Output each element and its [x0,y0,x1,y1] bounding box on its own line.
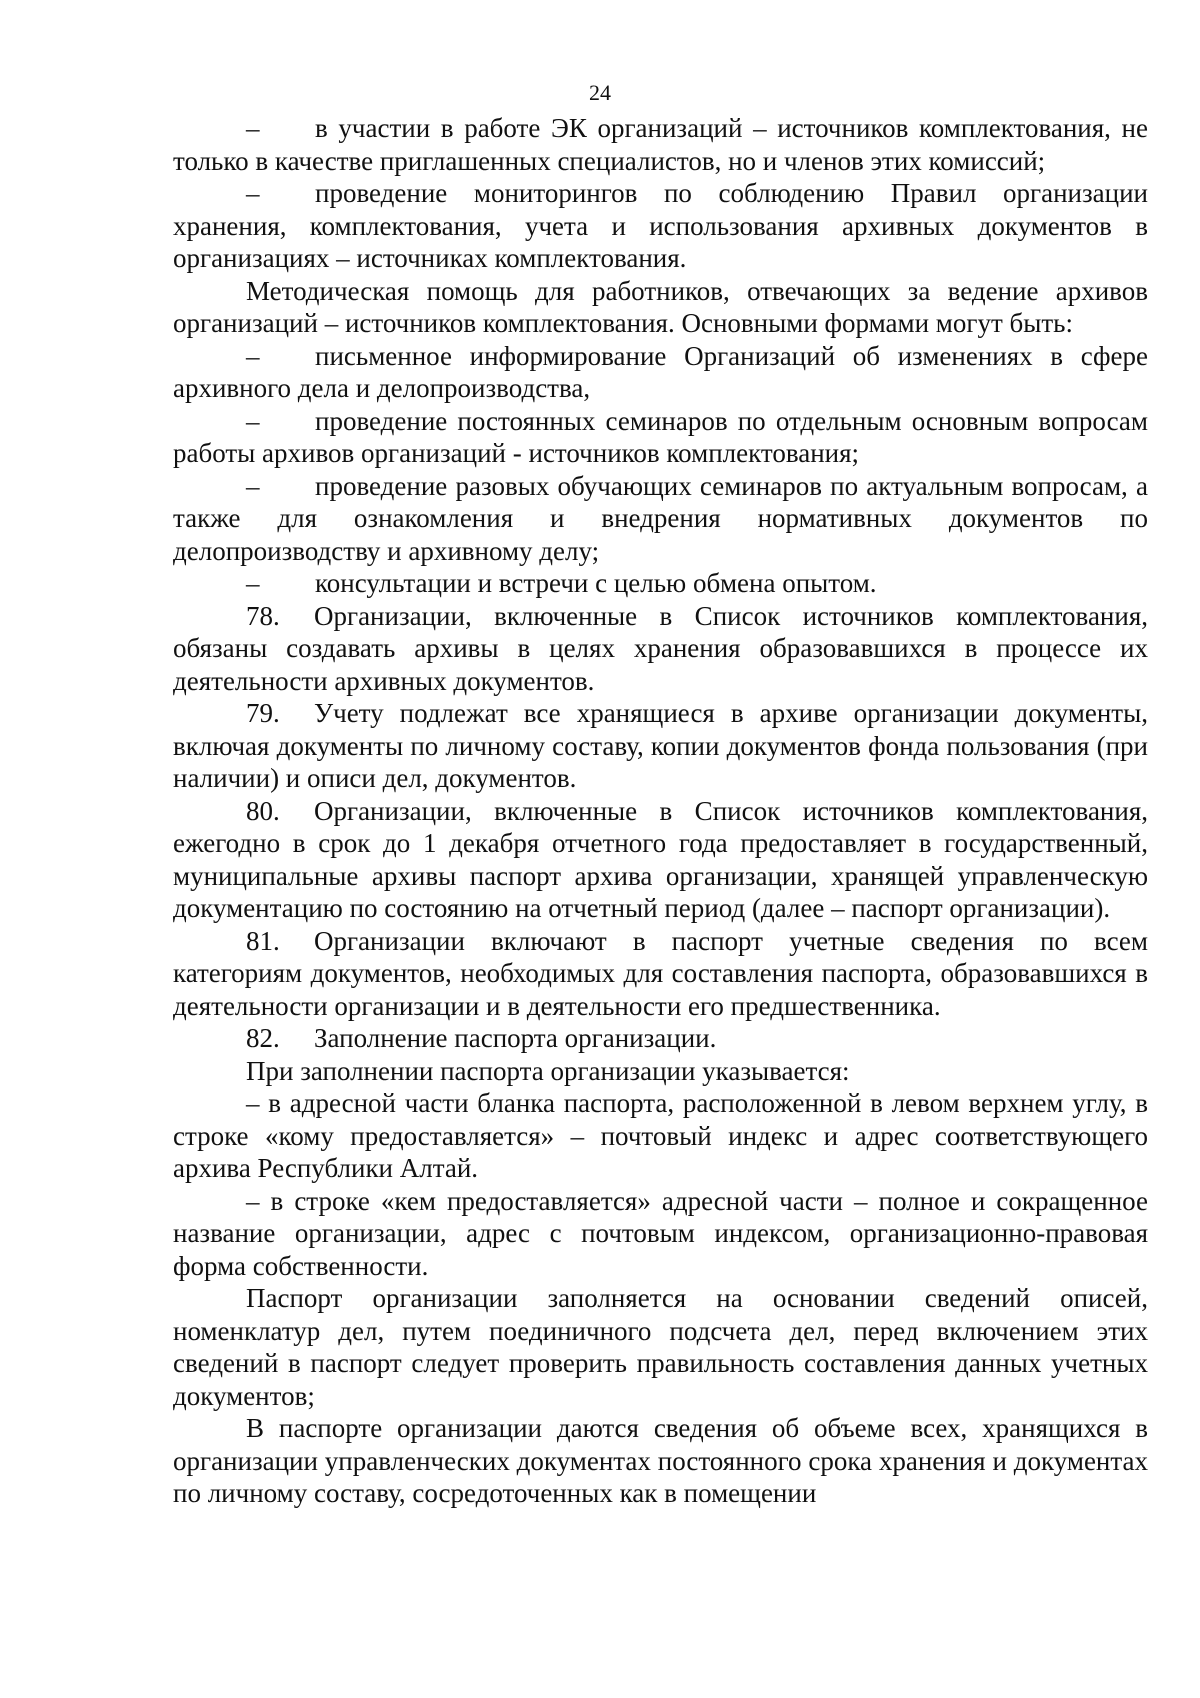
paragraph [173,1412,1148,1510]
paragraph-text: Заполнение паспорта организации. [314,1023,717,1053]
numbered-paragraph [173,697,1148,795]
paragraph-text: в участии в работе ЭК организаций – источников комплектования, не только в качестве приглашенных специалистов, но и членов этих комиссий; [173,113,1148,176]
list-item [173,177,1148,275]
list-item [173,340,1148,405]
numbered-paragraph [173,1022,1148,1055]
document-body [173,112,1148,1510]
paragraph-text: Организации, включенные в Список источников комплектования, обязаны создавать архивы в целях хранения образовавшихся в процессе их деятельности архивных документов. [173,600,1148,696]
list-dash: – [246,178,260,208]
paragraph [173,1282,1148,1412]
paragraph-number: 79. [246,698,280,728]
paragraph [173,1087,1148,1185]
list-item [173,567,1148,600]
page-number: 24 [589,80,611,105]
paragraph-number: 82. [246,1023,280,1053]
numbered-paragraph [173,925,1148,1023]
paragraph-text: Методическая помощь для работников, отвечающих за ведение архивов организаций – источников комплектования. Основными формами могут быть: [173,275,1148,338]
paragraph-text: – в строке «кем предоставляется» адресной части – полное и сокращенное название организации, адрес с почтовым индексом, организационно-правовая форма собственности. [173,1185,1148,1281]
numbered-paragraph [173,600,1148,698]
paragraph-text: В паспорте организации даются сведения об объеме всех, хранящихся в организации управленческих документах постоянного срока хранения и документах по личному составу, сосредоточенных как в помещении [173,1413,1148,1508]
paragraph-text: консультации и встречи с целью обмена опытом. [315,568,877,598]
paragraph-number: 81. [246,925,280,956]
paragraph-text: письменное информирование Организаций об изменениях в сфере архивного дела и делопроизводства, [173,340,1148,403]
list-item [173,405,1148,470]
paragraph-text: Организации, включенные в Список источников комплектования, ежегодно в срок до 1 декабря отчетного года предоставляет в государственный, муниципальные архивы паспорт архива организации, хранящей управленческую документацию по состоянию на отчетный период (далее – паспорт организации). [173,795,1148,923]
list-dash: – [246,568,260,598]
list-item [173,470,1148,568]
list-dash: – [246,113,260,143]
paragraph-text: проведение постоянных семинаров по отдельным основным вопросам работы архивов организаций - источников комплектования; [173,405,1148,468]
list-dash: – [246,470,260,501]
paragraph-text: Учету подлежат все хранящиеся в архиве организации документы, включая документы по личному составу, копии документов фонда пользования (при наличии) и описи дел, документов. [173,698,1148,793]
paragraph-text: проведение мониторингов по соблюдению Правил организации хранения, комплектования, учета и использования архивных документов в организациях – источниках комплектования. [173,178,1148,273]
paragraph [173,1185,1148,1283]
paragraph-text: Паспорт организации заполняется на основании сведений описей, номенклатур дел, путем поединичного подсчета дел, перед включением этих сведений в паспорт следует проверить правильность составления данных учетных документов; [173,1283,1148,1411]
list-dash: – [246,340,260,371]
paragraph-text: Организации включают в паспорт учетные сведения по всем категориям документов, необходимых для составления паспорта, образовавшихся в деятельности организации и в деятельности его предшественника. [173,925,1148,1021]
numbered-paragraph [173,795,1148,925]
paragraph-number: 80. [246,795,280,826]
paragraph-text: При заполнении паспорта организации указывается: [246,1055,850,1086]
list-dash: – [246,405,260,436]
paragraph [173,1055,1148,1088]
list-item [173,112,1148,177]
paragraph-text: проведение разовых обучающих семинаров по актуальным вопросам, а также для ознакомления и внедрения нормативных документов по делопроизводству и архивному делу; [173,470,1148,566]
paragraph [173,275,1148,340]
paragraph-number: 78. [246,600,280,631]
paragraph-text: – в адресной части бланка паспорта, расположенной в левом верхнем углу, в строке «кому предоставляется» – почтовый индекс и адрес соответствующего архива Республики Алтай. [173,1088,1148,1183]
